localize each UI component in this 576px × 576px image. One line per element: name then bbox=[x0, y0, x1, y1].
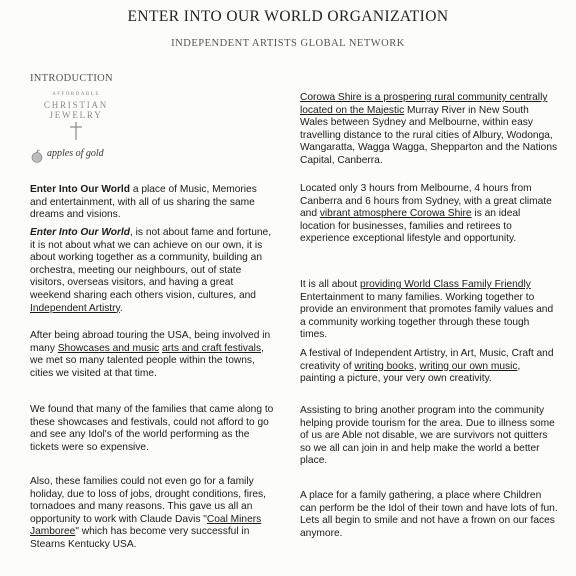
apples-of-gold-logo: apples of gold bbox=[47, 148, 104, 159]
logo-wordmark bbox=[30, 100, 122, 120]
paragraph-text: Entertainment to many families. Working together to provide an environment that promotes family values and a community working together through these tough times. bbox=[300, 291, 554, 341]
right-paragraph-4 bbox=[300, 348, 558, 386]
paragraph-text: A festival of Independent Artistry, in Art, Music, Craft and creativity of bbox=[300, 348, 554, 372]
left-paragraph-4: We found that many of the families that came along to these showcases and festivals, could not afford to go and see any Idol's of the world performing as the tickets were so expensive. bbox=[30, 404, 274, 453]
logo-line-1: CHRISTIAN bbox=[43, 100, 109, 110]
cross-icon bbox=[67, 122, 85, 140]
showcases-music-link[interactable]: Showcases and music bbox=[57, 342, 160, 354]
writing-music-link[interactable]: writing our own music bbox=[419, 360, 518, 372]
paragraph-text: a place of Music, Memories and entertainment, with all of us sharing the same dreams and visions. bbox=[30, 184, 257, 221]
paragraph-text: is an ideal location for businesses, families and retirees to experience exceptional lifestyle and opportunity. bbox=[300, 208, 521, 245]
right-paragraph-6: A place for a family gathering, a place where Children can perform be the Idol of their town and have lots of fun. Lets all begin to smile and not have a frown on our faces anymore. bbox=[300, 490, 558, 539]
corowa-shire-link[interactable]: Corowa Shire is a prospering rural community centrally located on the Majestic bbox=[300, 92, 548, 116]
paragraph-text: It is all about bbox=[300, 279, 361, 290]
right-paragraph-5: Assisting to bring another program into the community helping provide tourism for the area. Due to illness some of us are Able not disable, we are survivors not quitters so we all can join in and help make the world a better place. bbox=[300, 405, 555, 467]
paragraph-text: , painting a picture, your very own creativity. bbox=[300, 360, 521, 385]
arts-craft-festivals-link[interactable]: arts and craft festivals bbox=[161, 342, 262, 354]
christian-jewelry-logo[interactable] bbox=[30, 92, 148, 172]
left-paragraph-3 bbox=[30, 330, 276, 380]
paragraph-text-end: . bbox=[119, 302, 123, 314]
page-subtitle: INDEPENDENT ARTISTS GLOBAL NETWORK bbox=[171, 38, 405, 49]
paragraph-text: Murray River in New South Wales between Sydney and Melbourne, within easy travelling distance to the rural cities of Albury, Wodonga, Wangaratta, Wagga Wagga, Shepparton and the Nations Capital, Canberra. bbox=[300, 104, 558, 166]
left-paragraph-1 bbox=[30, 184, 276, 222]
paragraph-text: , we met so many talented people within the towns, cities we visited at that time. bbox=[30, 342, 264, 379]
right-paragraph-1 bbox=[300, 92, 558, 168]
logo-tagline: AFFORDABLE bbox=[52, 92, 100, 97]
writing-books-link[interactable]: writing books bbox=[354, 360, 414, 372]
right-paragraph-2 bbox=[300, 183, 558, 246]
vibrant-atmosphere-link[interactable]: vibrant atmosphere Corowa Shire bbox=[319, 208, 472, 220]
world-class-family-link[interactable]: providing World Class Family Friendly bbox=[360, 279, 531, 290]
apple-icon bbox=[30, 149, 44, 163]
paragraph-text: Also, these families could not even go for a family holiday, due to loss of jobs, drought conditions, fires, tornadoes and many reasons. This gave us all an opportunity to work with Claude Davis " bbox=[30, 476, 266, 525]
left-paragraph-2 bbox=[30, 227, 276, 315]
section-heading: INTRODUCTION bbox=[30, 73, 113, 84]
paragraph-text: , is not about fame and fortune, it is not about what we can achieve on our own, it is about working together as a community, building an orchestra, meeting our neighbours, out of state visitors, overseas visitors, and having a great weekend sharing each others vision, cultures, and bbox=[30, 227, 272, 301]
paragraph-text: After being abroad touring the USA, being involved in many bbox=[30, 330, 271, 354]
independent-artistry-link[interactable]: Independent Artistry bbox=[30, 302, 120, 314]
org-name-bold-italic: Enter Into Our World bbox=[30, 227, 130, 238]
paragraph-text: " which has become very successful in Stearns Kentucky USA. bbox=[30, 526, 250, 550]
link-separator: , bbox=[413, 360, 420, 372]
logo-line-2: JEWELRY bbox=[49, 110, 103, 120]
page-title: ENTER INTO OUR WORLD ORGANIZATION bbox=[127, 8, 449, 25]
paragraph-text: Located only 3 hours from Melbourne, 4 hours from Canberra and 6 hours from Sydney, with a great climate and bbox=[300, 183, 552, 220]
right-paragraph-3 bbox=[300, 279, 558, 342]
coal-miners-jamboree-link[interactable]: Coal Miners Jamboree bbox=[30, 513, 262, 538]
left-paragraph-5 bbox=[30, 476, 276, 552]
org-name-bold: Enter Into Our World bbox=[30, 184, 130, 195]
